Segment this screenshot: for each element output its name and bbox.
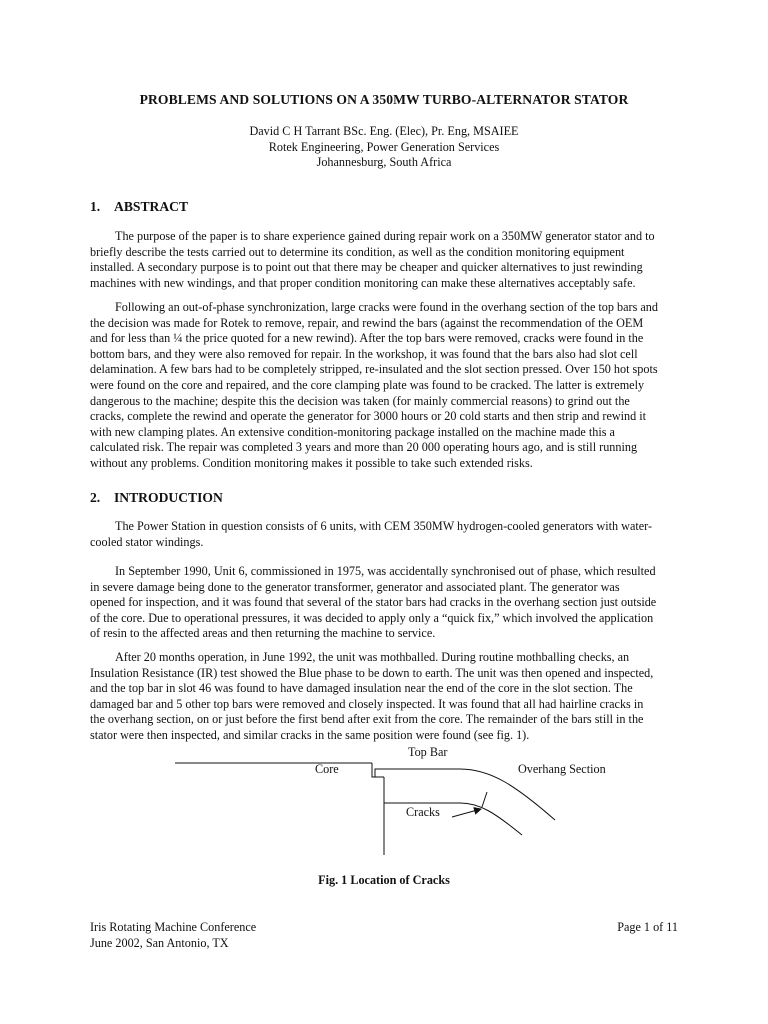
section-title: INTRODUCTION: [114, 490, 223, 505]
text-line: The Power Station in question consists of 6 units, with CEM 350MW hydrogen-cooled generators with water-: [115, 519, 653, 533]
text-line: without any problems. Condition monitoring makes it possible to take such extended risks.: [90, 455, 533, 470]
top-bar-lower-edge: [384, 803, 522, 835]
text-line: were found on the core and repaired, and the core clamping plate was found to be cracked. The latter is extremely: [90, 377, 645, 392]
text-line: in severe damage being done to the generator transformer, generator and associated plant. The generator was: [90, 579, 620, 594]
text-line: delamination. A few bars had to be completely stripped, re-insulated and the slot section pressed. Over 150 hot spots: [90, 362, 658, 377]
label-overhang-section: Overhang Section: [518, 762, 606, 776]
intro-paragraph-1: [90, 519, 680, 550]
text-line: machines with new windings, and that proper condition monitoring can make these alternatives acceptably safe.: [90, 275, 636, 290]
author-name: David C H Tarrant BSc. Eng. (Elec), Pr. Eng, MSAIEE: [249, 124, 519, 138]
text-line: calculated risk. The repair was completed 3 years and more than 20 000 operating hours ago, and is still running: [90, 440, 638, 455]
page-number: Page 1 of 11: [617, 920, 678, 934]
label-top-bar: Top Bar: [408, 745, 448, 759]
author-block: [0, 124, 768, 171]
text-line: After 20 months operation, in June 1992, the unit was mothballed. During routine mothballing checks, an: [115, 650, 630, 664]
paper-title: PROBLEMS AND SOLUTIONS ON A 350MW TURBO-ALTERNATOR STATOR: [139, 92, 629, 107]
text-line: dangerous to the machine; despite this the decision was taken (for mainly commercial reasons) to grind out the: [90, 393, 630, 408]
section-number: 2.: [90, 490, 101, 505]
abstract-paragraph-2: [90, 300, 680, 472]
text-line: and for less than ¼ the price quoted for a new rewind). After the top bars were removed, cracks were found in the: [90, 331, 644, 346]
text-line: of resin to the affected areas and then returning the machine to service.: [90, 626, 436, 641]
text-line: In September 1990, Unit 6, commissioned in 1975, was accidentally synchronised out of phase, which resulted: [115, 564, 656, 578]
intro-paragraph-2: [90, 564, 680, 642]
text-line: Insulation Resistance (IR) test showed the Blue phase to be down to earth. The unit was then opened and inspected,: [90, 665, 654, 680]
author-location: Johannesburg, South Africa: [316, 155, 452, 169]
text-line: the overhang section, on or just before the first bend after exit from the core. The remainder of the bars still in the: [90, 712, 644, 727]
text-line: of the core. Due to operational pressures, it was decided to apply only a “quick fix,” which involved the application: [90, 610, 654, 625]
crack-arrow: [452, 809, 481, 817]
section-title: ABSTRACT: [114, 199, 189, 214]
text-line: and the top bar in slot 46 was found to have damaged insulation near the end of the core in the slot section. The: [90, 681, 633, 696]
text-line: bottom bars, and they were also removed for repair. In the workshop, it was found that the bars also had slot cell: [90, 346, 638, 361]
text-line: Following an out-of-phase synchronization, large cracks were found in the overhang section of the top bars and: [115, 300, 658, 314]
intro-paragraph-3: [90, 650, 680, 744]
text-line: opened for inspection, and it was found that several of the stator bars had cracks in the overhang section just outside: [90, 595, 657, 610]
figure-caption: Fig. 1 Location of Cracks: [318, 873, 450, 887]
section-heading-abstract: [90, 199, 188, 215]
text-line: The purpose of the paper is to share experience gained during repair work on a 350MW generator stator and to: [115, 229, 655, 243]
section-heading-introduction: [90, 490, 223, 506]
text-line: cracks, complete the rewind and operate the generator for 3000 hours or 20 cold starts and then strip and rewind it: [90, 409, 647, 424]
text-line: cooled stator windings.: [90, 534, 204, 549]
text-line: with new clamping plates. An extensive condition-monitoring package installed on the machine made this a: [90, 424, 615, 439]
text-line: the decision was made for Rotek to remove, repair, and rewind the bars (against the recommendation of the OEM: [90, 315, 644, 330]
footer-conference: [90, 920, 256, 951]
conference-name: Iris Rotating Machine Conference: [90, 920, 257, 934]
core-step-line: [372, 763, 384, 777]
label-cracks: Cracks: [406, 805, 440, 819]
label-core: Core: [315, 762, 339, 776]
text-line: stator were then inspected, and similar cracks in the same position were found (see fig. 1).: [90, 727, 530, 742]
abstract-paragraph-1: [90, 229, 680, 291]
text-line: briefly describe the tests carried out to determine its condition, as well as the condition monitoring equipment: [90, 244, 625, 259]
author-affiliation: Rotek Engineering, Power Generation Services: [268, 139, 500, 154]
conference-date-location: June 2002, San Antonio, TX: [90, 935, 229, 950]
crack-mark: [482, 792, 487, 807]
text-line: damaged bar and 5 other top bars were removed and closely inspected. It was found that all had hairline cracks in: [90, 696, 644, 711]
section-number: 1.: [90, 199, 101, 214]
text-line: installed. A secondary purpose is to point out that there may be cheaper and quicker alternatives to just rewinding: [90, 260, 643, 275]
figure-crack-location: [170, 745, 630, 855]
